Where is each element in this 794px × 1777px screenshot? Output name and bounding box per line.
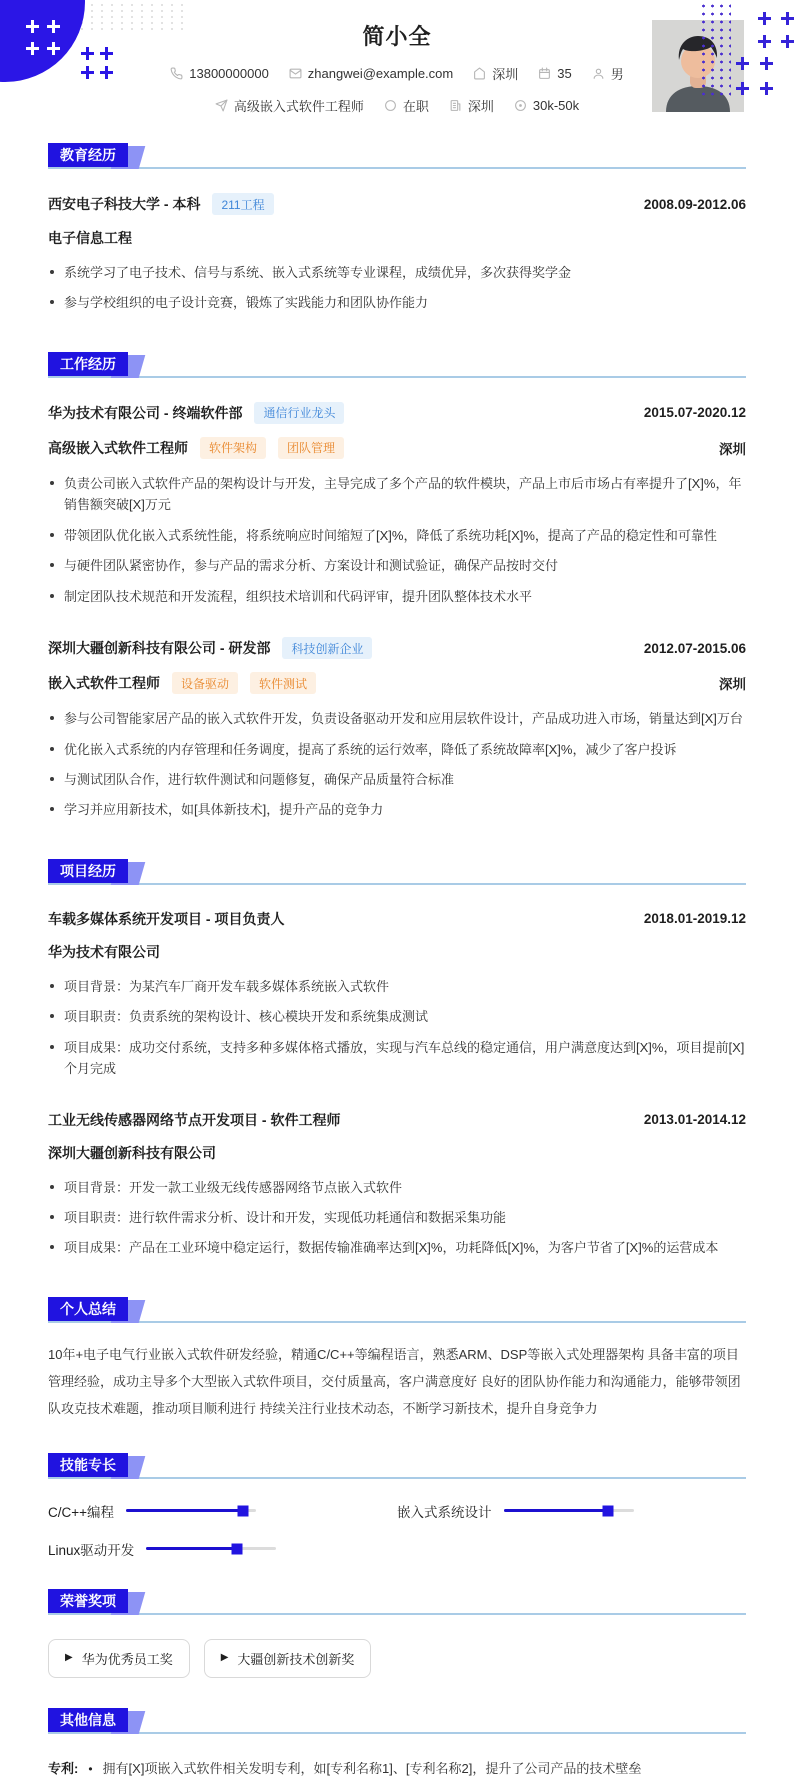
status-icon	[384, 99, 397, 112]
company-tag: 通信行业龙头	[254, 402, 344, 424]
work-bullets	[48, 473, 746, 607]
section-title-badge: 教育经历	[48, 143, 128, 167]
section-header	[48, 1297, 746, 1323]
honor-pill	[48, 1639, 190, 1678]
bullet-item: 与测试团队合作，进行软件测试和问题修复，确保产品质量符合标准	[48, 769, 746, 790]
contact-salary-value: 30k-50k	[532, 98, 580, 113]
skill-tag: 软件架构	[200, 437, 266, 459]
education-entry	[48, 193, 746, 314]
skill-slider-handle	[238, 1505, 249, 1516]
contact-gender-value: 男	[610, 67, 624, 82]
position-title: 嵌入式软件工程师	[48, 675, 160, 692]
home-icon	[473, 67, 486, 80]
bullet-item: 参与公司智能家居产品的嵌入式软件开发，负责设备驱动开发和应用层软件设计，产品成功进入市场，销量达到[X]万台	[48, 708, 746, 729]
project-company: 华为技术有限公司	[48, 943, 160, 960]
project-company: 深圳大疆创新科技有限公司	[48, 1144, 216, 1161]
bullet-item: 项目背景：为某汽车厂商开发车载多媒体系统嵌入式软件	[48, 976, 746, 997]
honor-label: 华为优秀员工奖	[81, 1651, 173, 1667]
skill-slider-fill	[146, 1547, 237, 1550]
section-title-badge: 技能专长	[48, 1453, 128, 1477]
honor-list	[48, 1639, 746, 1678]
contact-city	[449, 96, 494, 115]
contact-age	[538, 66, 571, 81]
patent-line	[48, 1758, 746, 1777]
patent-label: 专利:	[48, 1760, 79, 1776]
honor-pill	[204, 1639, 372, 1678]
contact-location	[473, 64, 518, 83]
section-other	[48, 1708, 746, 1777]
contact-position	[215, 96, 364, 115]
section-header	[48, 1708, 746, 1734]
section-skills	[48, 1453, 746, 1559]
project-bullets	[48, 976, 746, 1080]
bullet-item: 项目背景：开发一款工业级无线传感器网络节点嵌入式软件	[48, 1177, 746, 1198]
bullet-item: 项目成果：产品在工业环境中稳定运行，数据传输准确率达到[X]%，功耗降低[X]%，为客户节省了[X]%的运营成本	[48, 1237, 746, 1258]
position-title: 高级嵌入式软件工程师	[48, 439, 188, 456]
skill-row	[48, 1539, 397, 1559]
triangle-icon: ▶	[220, 1652, 229, 1664]
position-icon	[215, 99, 228, 112]
plus-decoration	[760, 82, 773, 95]
skill-slider	[146, 1547, 276, 1550]
skill-name: C/C++编程	[48, 1504, 115, 1520]
patent-text: 拥有[X]项嵌入式软件相关发明专利，如[专利名称1]、[专利名称2]，提升了公司产品的技术壁垒	[102, 1760, 642, 1776]
section-header	[48, 1453, 746, 1479]
skill-row	[397, 1501, 746, 1521]
work-entry	[48, 402, 746, 607]
skill-name: 嵌入式系统设计	[397, 1504, 492, 1520]
work-date: 2015.07-2020.12	[643, 405, 746, 421]
work-bullets	[48, 708, 746, 821]
gender-icon	[592, 67, 605, 80]
section-title-badge: 工作经历	[48, 352, 128, 376]
section-projects	[48, 859, 746, 1259]
school-tag: 211工程	[212, 193, 273, 215]
project-date: 2018.01-2019.12	[643, 911, 746, 927]
project-entry	[48, 1110, 746, 1259]
triangle-icon: ▶	[65, 1652, 73, 1664]
work-entry	[48, 637, 746, 821]
skill-slider-fill	[126, 1509, 243, 1512]
bullet-item: 带领团队优化嵌入式系统性能，将系统响应时间缩短了[X]%，降低了系统功耗[X]%，提高了产品的稳定性和可靠性	[48, 525, 746, 546]
contact-phone	[170, 66, 269, 81]
section-header	[48, 143, 746, 169]
resume-body	[0, 143, 794, 1777]
contact-status	[384, 96, 429, 115]
section-header	[48, 859, 746, 885]
bullet-item: 参与学校组织的电子设计竞赛，锻炼了实践能力和团队协作能力	[48, 292, 746, 313]
project-name: 车载多媒体系统开发项目 - 项目负责人	[48, 910, 285, 927]
salary-icon	[514, 99, 527, 112]
skill-tag: 设备驱动	[172, 672, 238, 694]
skill-name: Linux驱动开发	[48, 1542, 135, 1558]
bullet-item: 优化嵌入式系统的内存管理和任务调度，提高了系统的运行效率，降低了系统故障率[X]%，减少了客户投诉	[48, 739, 746, 760]
skills-grid	[48, 1501, 746, 1559]
skill-slider	[126, 1509, 256, 1512]
company-name: 深圳大疆创新科技有限公司 - 研发部	[48, 640, 271, 657]
education-bullets	[48, 262, 746, 314]
section-header	[48, 1589, 746, 1615]
section-work	[48, 352, 746, 821]
work-date: 2012.07-2015.06	[643, 640, 746, 656]
section-title-badge: 其他信息	[48, 1708, 128, 1732]
candidate-name: 简小全	[362, 24, 432, 49]
age-icon	[538, 67, 551, 80]
bullet-item: 项目职责：进行软件需求分析、设计和开发，实现低功耗通信和数据采集功能	[48, 1207, 746, 1228]
contact-email-value: zhangwei@example.com	[307, 66, 454, 81]
work-location: 深圳	[719, 441, 746, 457]
bullet-item: 负责公司嵌入式软件产品的架构设计与开发，主导完成了多个产品的软件模块，产品上市后市场占有率提升了[X]%，年销售额突破[X]万元	[48, 473, 746, 516]
skill-slider-handle	[232, 1543, 243, 1554]
skill-slider	[504, 1509, 634, 1512]
project-bullets	[48, 1177, 746, 1259]
bullet-item: 项目成果：成功交付系统，支持多种多媒体格式播放，实现与汽车总线的稳定通信，用户满意度达到[X]%，项目提前[X]个月完成	[48, 1037, 746, 1080]
section-title-badge: 项目经历	[48, 859, 128, 883]
school-name: 西安电子科技大学 - 本科	[48, 196, 201, 212]
city-icon	[449, 99, 462, 112]
bullet-item: 与硬件团队紧密协作，参与产品的需求分析、方案设计和测试验证，确保产品按时交付	[48, 555, 746, 576]
work-location: 深圳	[719, 677, 746, 693]
bullet-item: 项目职责：负责系统的架构设计、核心模块开发和系统集成测试	[48, 1006, 746, 1027]
honor-label: 大疆创新技术创新奖	[237, 1651, 355, 1667]
section-education	[48, 143, 746, 314]
section-header	[48, 352, 746, 378]
phone-icon	[170, 67, 183, 80]
contact-city-value: 深圳	[467, 99, 494, 114]
bullet-item: 系统学习了电子技术、信号与系统、嵌入式系统等专业课程，成绩优异，多次获得奖学金	[48, 262, 746, 283]
section-title-badge: 荣誉奖项	[48, 1589, 128, 1613]
skill-slider-fill	[504, 1509, 608, 1512]
project-date: 2013.01-2014.12	[643, 1112, 746, 1128]
contact-position-value: 高级嵌入式软件工程师	[233, 99, 364, 114]
section-summary	[48, 1297, 746, 1423]
project-name: 工业无线传感器网络节点开发项目 - 软件工程师	[48, 1111, 341, 1128]
contact-phone-value: 13800000000	[189, 66, 269, 81]
company-tag: 科技创新企业	[282, 637, 372, 659]
email-icon	[289, 67, 302, 80]
skill-tag: 软件测试	[250, 672, 316, 694]
bullet-item: 制定团队技术规范和开发流程，组织技术培训和代码评审，提升团队整体技术水平	[48, 586, 746, 607]
education-date: 2008.09-2012.06	[643, 196, 746, 212]
company-name: 华为技术有限公司 - 终端软件部	[48, 404, 243, 421]
contact-location-value: 深圳	[492, 67, 519, 82]
bullet-dot: •	[88, 1761, 93, 1776]
contact-salary	[514, 98, 579, 113]
summary-text: 10年+电子电气行业嵌入式软件研发经验，精通C/C++等编程语言，熟悉ARM、DSP等嵌入式处理器架构 具备丰富的项目管理经验，成功主导多个大型嵌入式软件项目，交付质量高，客户满意度好 良好的团队协作能力和沟通能力，能够带领团队攻克技术难题，推动项目顺利进行 持续关注行业技术动态，不断学习新技术，提升自身竞争力	[48, 1346, 741, 1417]
contact-email	[289, 66, 453, 81]
plus-decoration	[736, 57, 749, 70]
contact-status-value: 在职	[402, 99, 429, 114]
plus-decoration	[760, 57, 773, 70]
bullet-item: 学习并应用新技术，如[具体新技术]，提升产品的竞争力	[48, 799, 746, 820]
section-title-badge: 个人总结	[48, 1297, 128, 1321]
dot-grid-decoration-photo	[699, 2, 731, 96]
skill-tag: 团队管理	[278, 437, 344, 459]
skill-slider-handle	[602, 1505, 613, 1516]
project-entry	[48, 909, 746, 1080]
contact-age-value: 35	[557, 66, 572, 81]
contact-gender	[592, 64, 624, 83]
skill-row	[48, 1501, 397, 1521]
section-honors	[48, 1589, 746, 1678]
major-name: 电子信息工程	[48, 230, 132, 246]
plus-decoration	[736, 82, 749, 95]
